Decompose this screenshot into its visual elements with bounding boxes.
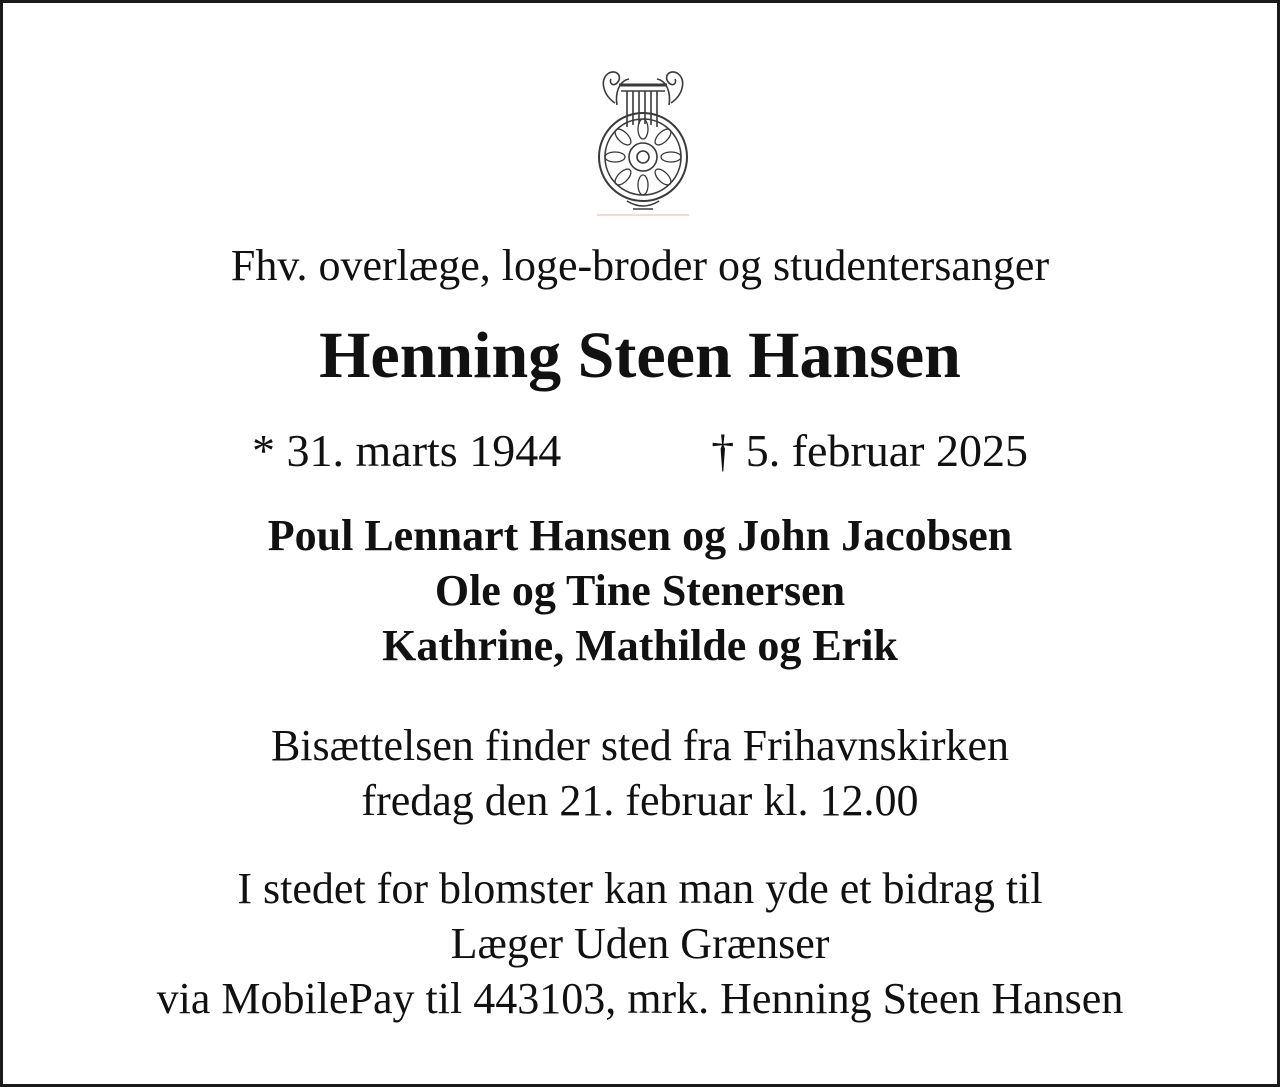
donation-line: I stedet for blomster kan man yde et bidrag til	[237, 864, 1043, 913]
mourner-line: Kathrine, Mathilde og Erik	[382, 621, 898, 670]
funeral-line: Bisættelsen finder sted fra Frihavnskirken	[270, 721, 1010, 770]
deceased-title: Fhv. overlæge, loge-broder og studentersanger	[230, 241, 1050, 290]
mourners-list	[3, 508, 1277, 673]
donation-line: Læger Uden Grænser	[450, 919, 830, 968]
death-date: † 5. februar 2025	[711, 425, 1028, 476]
donation-line: via MobilePay til 443103, mrk. Henning Steen Hansen	[156, 974, 1124, 1023]
mourner-line: Ole og Tine Stenersen	[434, 566, 846, 615]
funeral-info	[3, 718, 1277, 828]
life-dates	[3, 423, 1277, 479]
mourner-line: Poul Lennart Hansen og John Jacobsen	[267, 511, 1013, 560]
lyre-icon	[583, 65, 703, 219]
birth-date: * 31. marts 1944	[252, 425, 562, 476]
donation-info	[3, 861, 1277, 1026]
funeral-line: fredag den 21. februar kl. 12.00	[361, 776, 919, 825]
deceased-name: Henning Steen Hansen	[319, 319, 961, 392]
